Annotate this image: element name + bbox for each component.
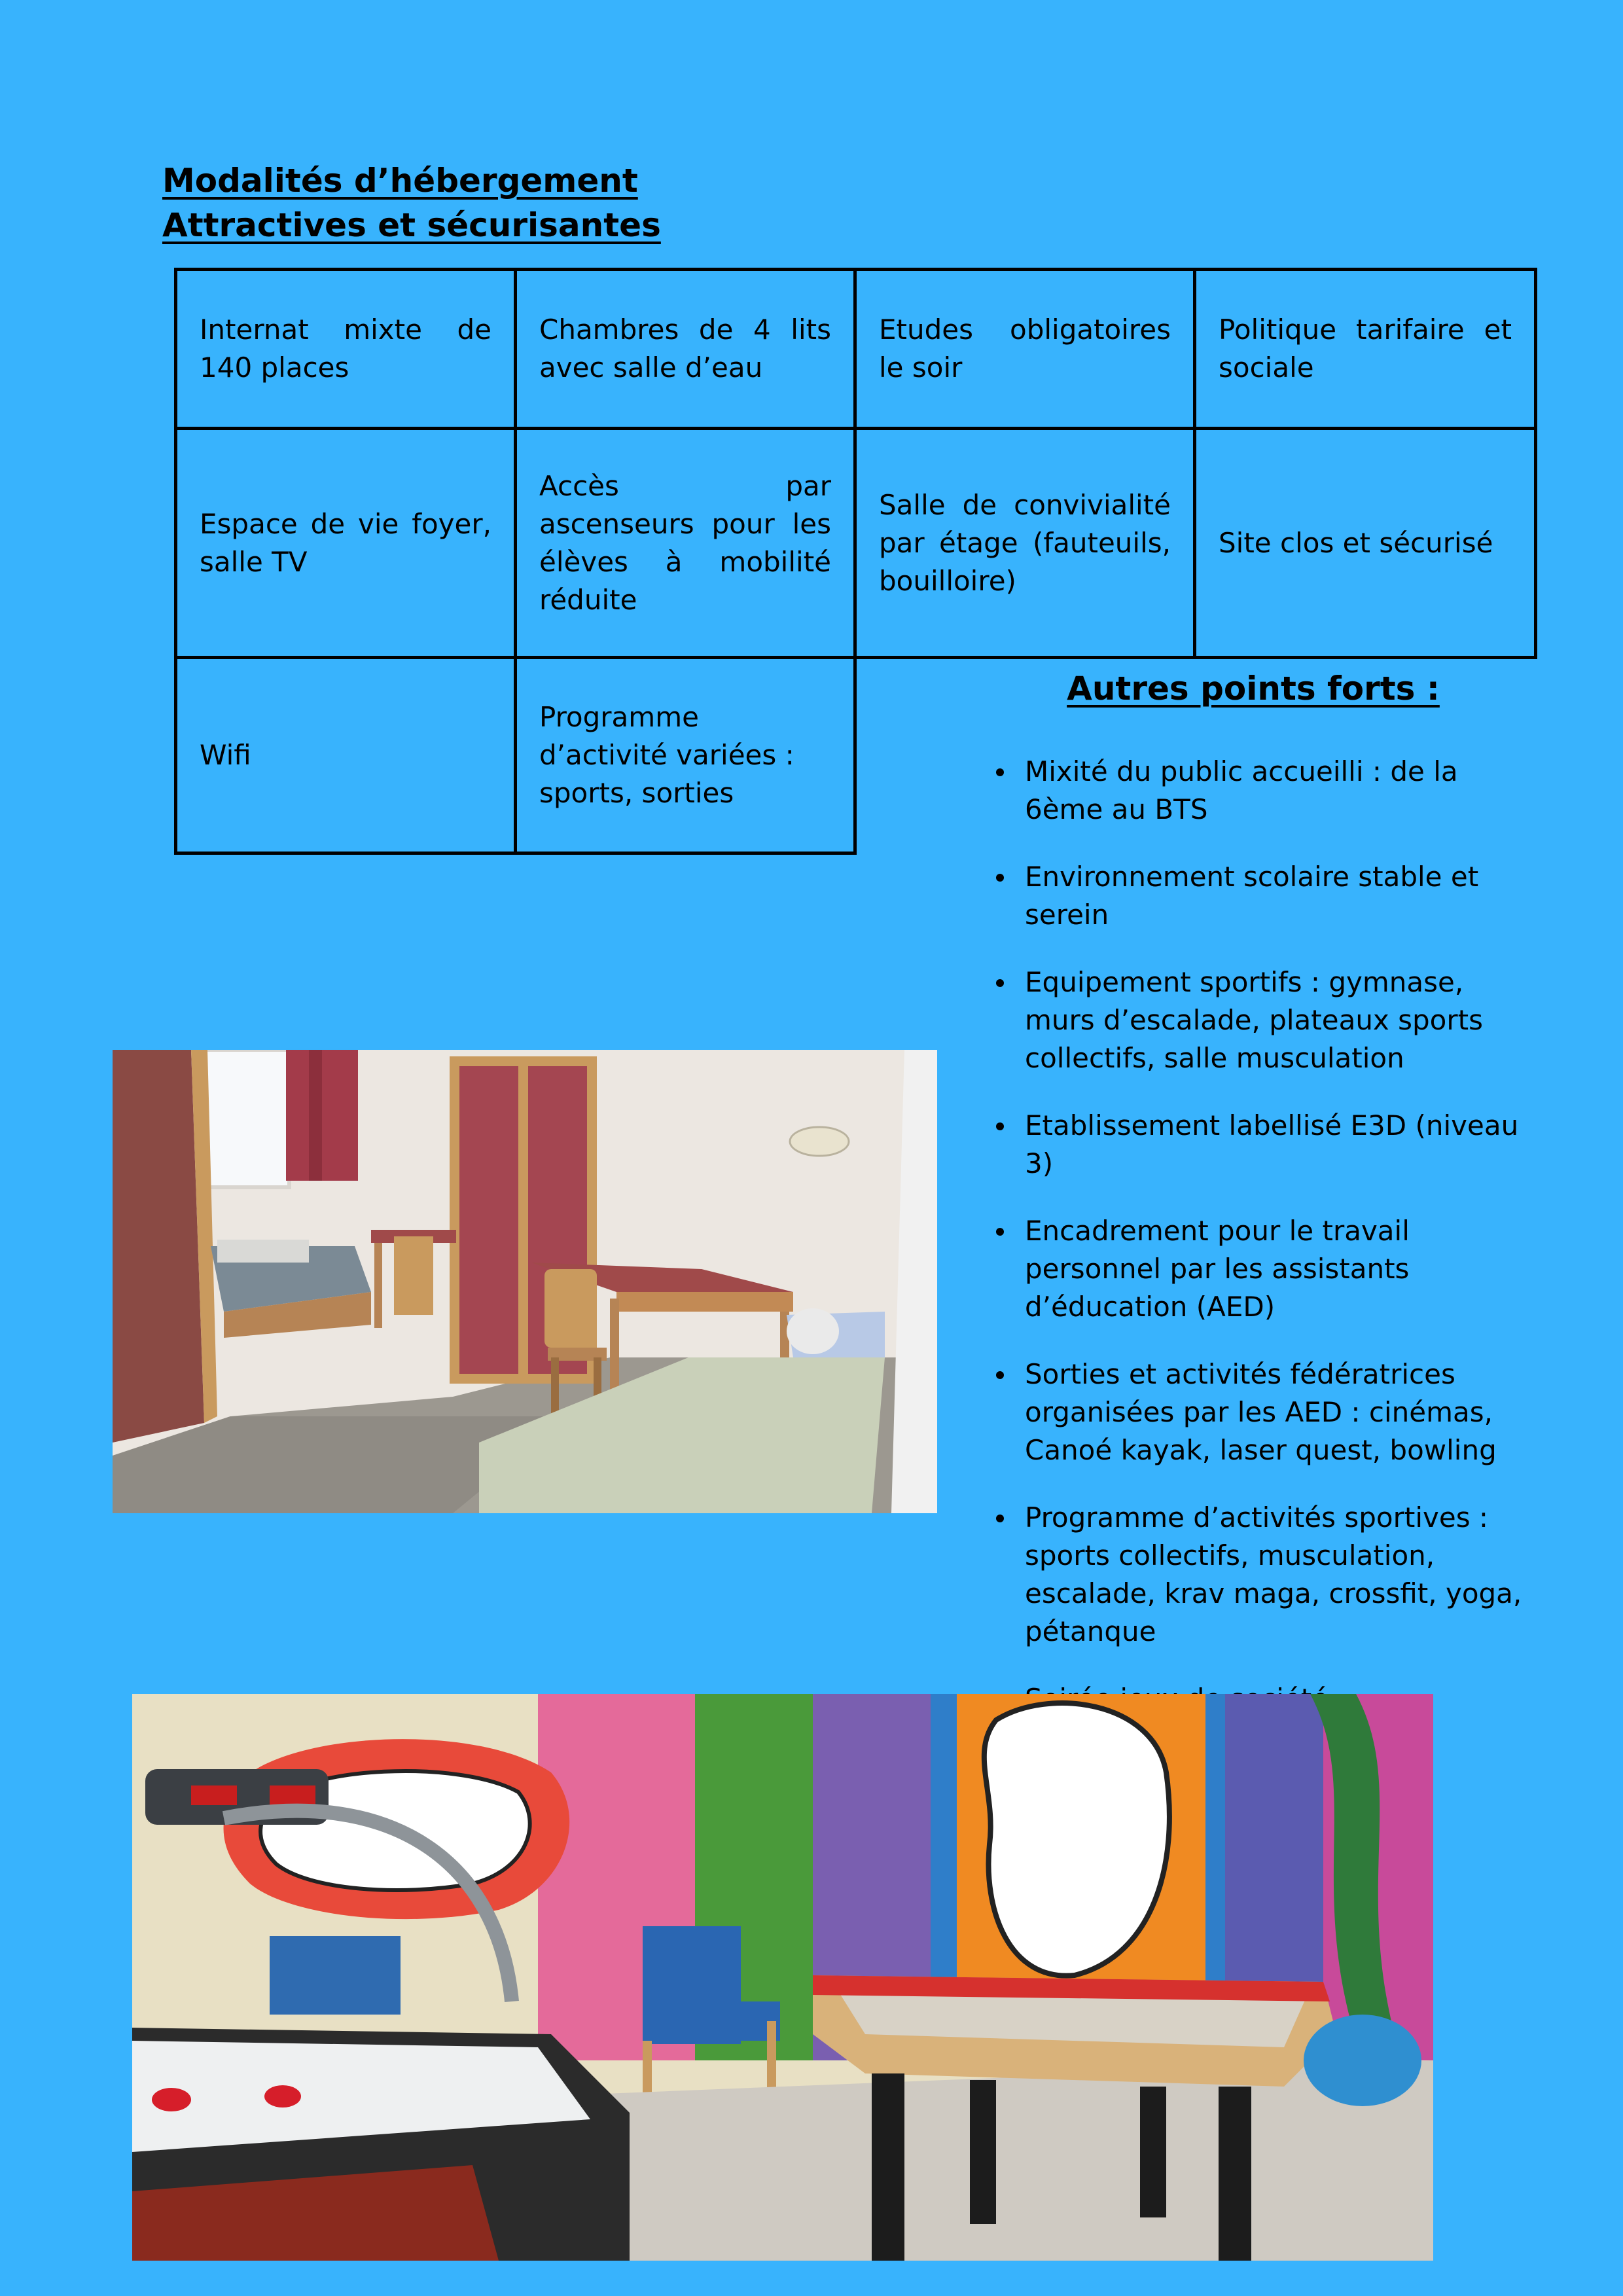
feature-cell: Etudes obligatoires le soir — [853, 268, 1196, 430]
feature-cell: Wifi — [174, 656, 517, 855]
feature-cell: Chambres de 4 lits avec salle d’eau — [514, 268, 857, 430]
feature-cell: Programme d’activité variées : sports, sorties — [514, 656, 857, 855]
feature-cell: Espace de vie foyer, salle TV — [174, 427, 517, 659]
bedroom-illustration — [113, 1050, 937, 1513]
heading-line-2: Attractives et sécurisantes — [162, 206, 661, 244]
list-item: Etablissement labellisé E3D (niveau 3) — [995, 1107, 1538, 1183]
feature-cell: Politique tarifaire et sociale — [1193, 268, 1537, 430]
list-item: Mixité du public accueilli : de la 6ème au BTS — [995, 753, 1538, 829]
list-item: Programme d’activités sportives : sports collectifs, musculation, escalade, krav maga, crossfit, yoga, pétanque — [995, 1499, 1538, 1651]
heading-line-1: Modalités d’hébergement — [162, 162, 638, 200]
list-item: Encadrement pour le travail personnel par les assistants d’éducation (AED) — [995, 1212, 1538, 1326]
page-heading — [162, 158, 661, 247]
list-item: Environnement scolaire stable et serein — [995, 858, 1538, 934]
common-room-photo — [132, 1694, 1433, 2261]
feature-cell: Site clos et sécurisé — [1193, 427, 1537, 659]
strengths-title: Autres points forts : — [1067, 670, 1440, 708]
strengths-list — [995, 753, 1538, 1815]
common-room-illustration — [132, 1694, 1433, 2261]
list-item: Equipement sportifs : gymnase, murs d’escalade, plateaux sports collectifs, salle musculation — [995, 963, 1538, 1077]
bedroom-photo — [113, 1050, 937, 1513]
feature-cell: Accès par ascenseurs pour les élèves à mobilité réduite — [514, 427, 857, 659]
feature-cell: Internat mixte de 140 places — [174, 268, 517, 430]
list-item: Sorties et activités fédératrices organisées par les AED : cinémas, Canoé kayak, laser quest, bowling — [995, 1355, 1538, 1469]
feature-cell: Salle de convivialité par étage (fauteuils, bouilloire) — [853, 427, 1196, 659]
